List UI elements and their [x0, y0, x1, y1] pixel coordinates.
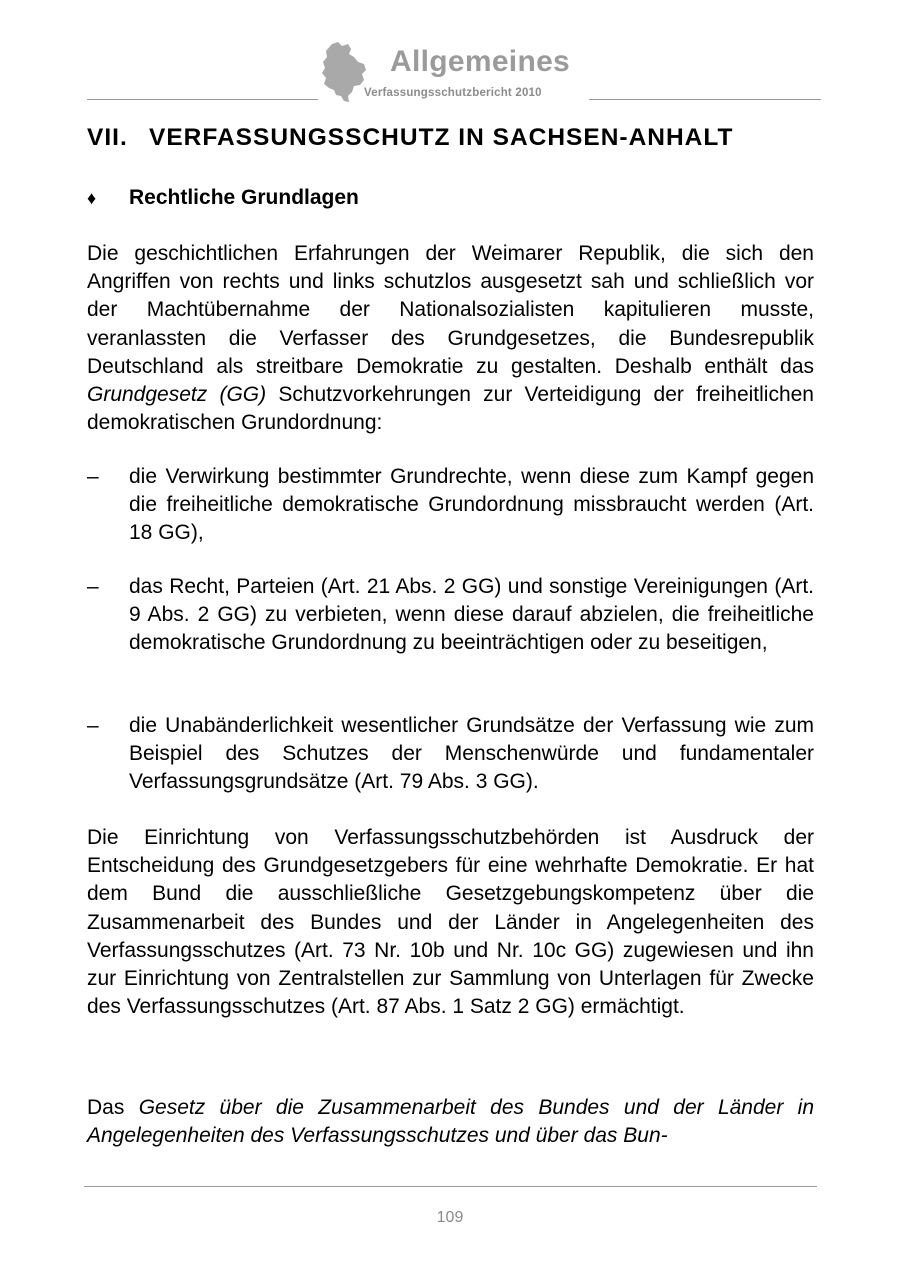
list-item-text: die Unabänderlichkeit wesentlicher Grundsätze der Verfassung wie zum Beispiel des Schutzes der Menschenwürde und fundamentaler Verfassungsgrundsätze (Art. 79 Abs. 3 GG). [129, 714, 814, 794]
page-number: 109 [436, 1209, 464, 1226]
paragraph-intro-text: Die geschichtlichen Erfahrungen der Weimarer Republik, die sich den Angriffen von rechts und links schutzlos ausgesetzt sah und schließlich vor der Machtübernahme der Nationalsozialisten kapitulieren musste, veranlassten die Verfasser des Grundgesetzes, die Bundesrepublik Deutschland als streitbare Demokratie zu gestalten. Deshalb enthält das [87, 242, 814, 378]
dash-bullet: – [87, 575, 99, 598]
list-item-text: die Verwirkung bestimmter Grundrechte, wenn diese zum Kampf gegen die freiheitliche demokratische Grundordnung missbraucht werden (Art. 18 GG), [129, 465, 814, 545]
paragraph-intro-text-end: Schutzvorkehrungen zur Verteidigung der freiheitlichen demokratischen Grundordnung: [87, 383, 814, 435]
page-header [0, 0, 900, 110]
paragraph-authorities: Die Einrichtung von Verfassungsschutzbehörden ist Ausdruck der Entscheidung des Grundgesetzgebers für eine wehrhafte Demokratie. Er hat dem Bund die ausschließliche Gesetzgebungskompetenz über die Zusammenarbeit des Bundes und der Länder in Angelegenheiten des Verfassungsschutzes (Art. 73 Nr. 10b und Nr. 10c GG) zugewiesen und ihn zur Einrichtung von Zentralstellen zur Sammlung von Unterlagen für Zwecke des Verfassungsschutzes (Art. 87 Abs. 1 Satz 2 GG) ermächtigt. [87, 826, 814, 1019]
footer-rule [84, 1186, 817, 1187]
dash-bullet: – [87, 465, 99, 488]
paragraph-intro-italic: Grundgesetz (GG) [87, 383, 267, 407]
sachsen-anhalt-map-icon [318, 40, 370, 104]
chapter-number: VII. [87, 124, 128, 151]
diamond-bullet-icon: ♦ [87, 188, 97, 208]
paragraph-law-text: Das [87, 1096, 139, 1119]
dash-bullet: – [87, 714, 99, 737]
paragraph-law [87, 1094, 814, 1150]
section-heading [87, 186, 359, 210]
header-rule-right [589, 99, 821, 100]
header-rule-left [87, 99, 318, 100]
section-title: Rechtliche Grundlagen [129, 186, 359, 209]
list-item-text: das Recht, Parteien (Art. 21 Abs. 2 GG) und sonstige Vereinigungen (Art. 9 Abs. 2 GG) zu verbieten, wenn diese darauf abzielen, die freiheitliche demokratische Grundordnung zu beeinträchtigen oder zu beseitigen, [129, 575, 814, 655]
logo-title: Allgemeines [390, 45, 571, 78]
chapter-title: VERFASSUNGSSCHUTZ IN SACHSEN-ANHALT [149, 124, 734, 151]
paragraph-law-italic: Gesetz über die Zusammenarbeit des Bundes und der Länder in Angelegenheiten des Verfassungsschutzes und über das Bun- [87, 1096, 815, 1148]
logo-subtitle: Verfassungsschutzbericht 2010 [364, 87, 542, 99]
chapter-heading [87, 124, 733, 152]
paragraph-intro [87, 240, 814, 437]
